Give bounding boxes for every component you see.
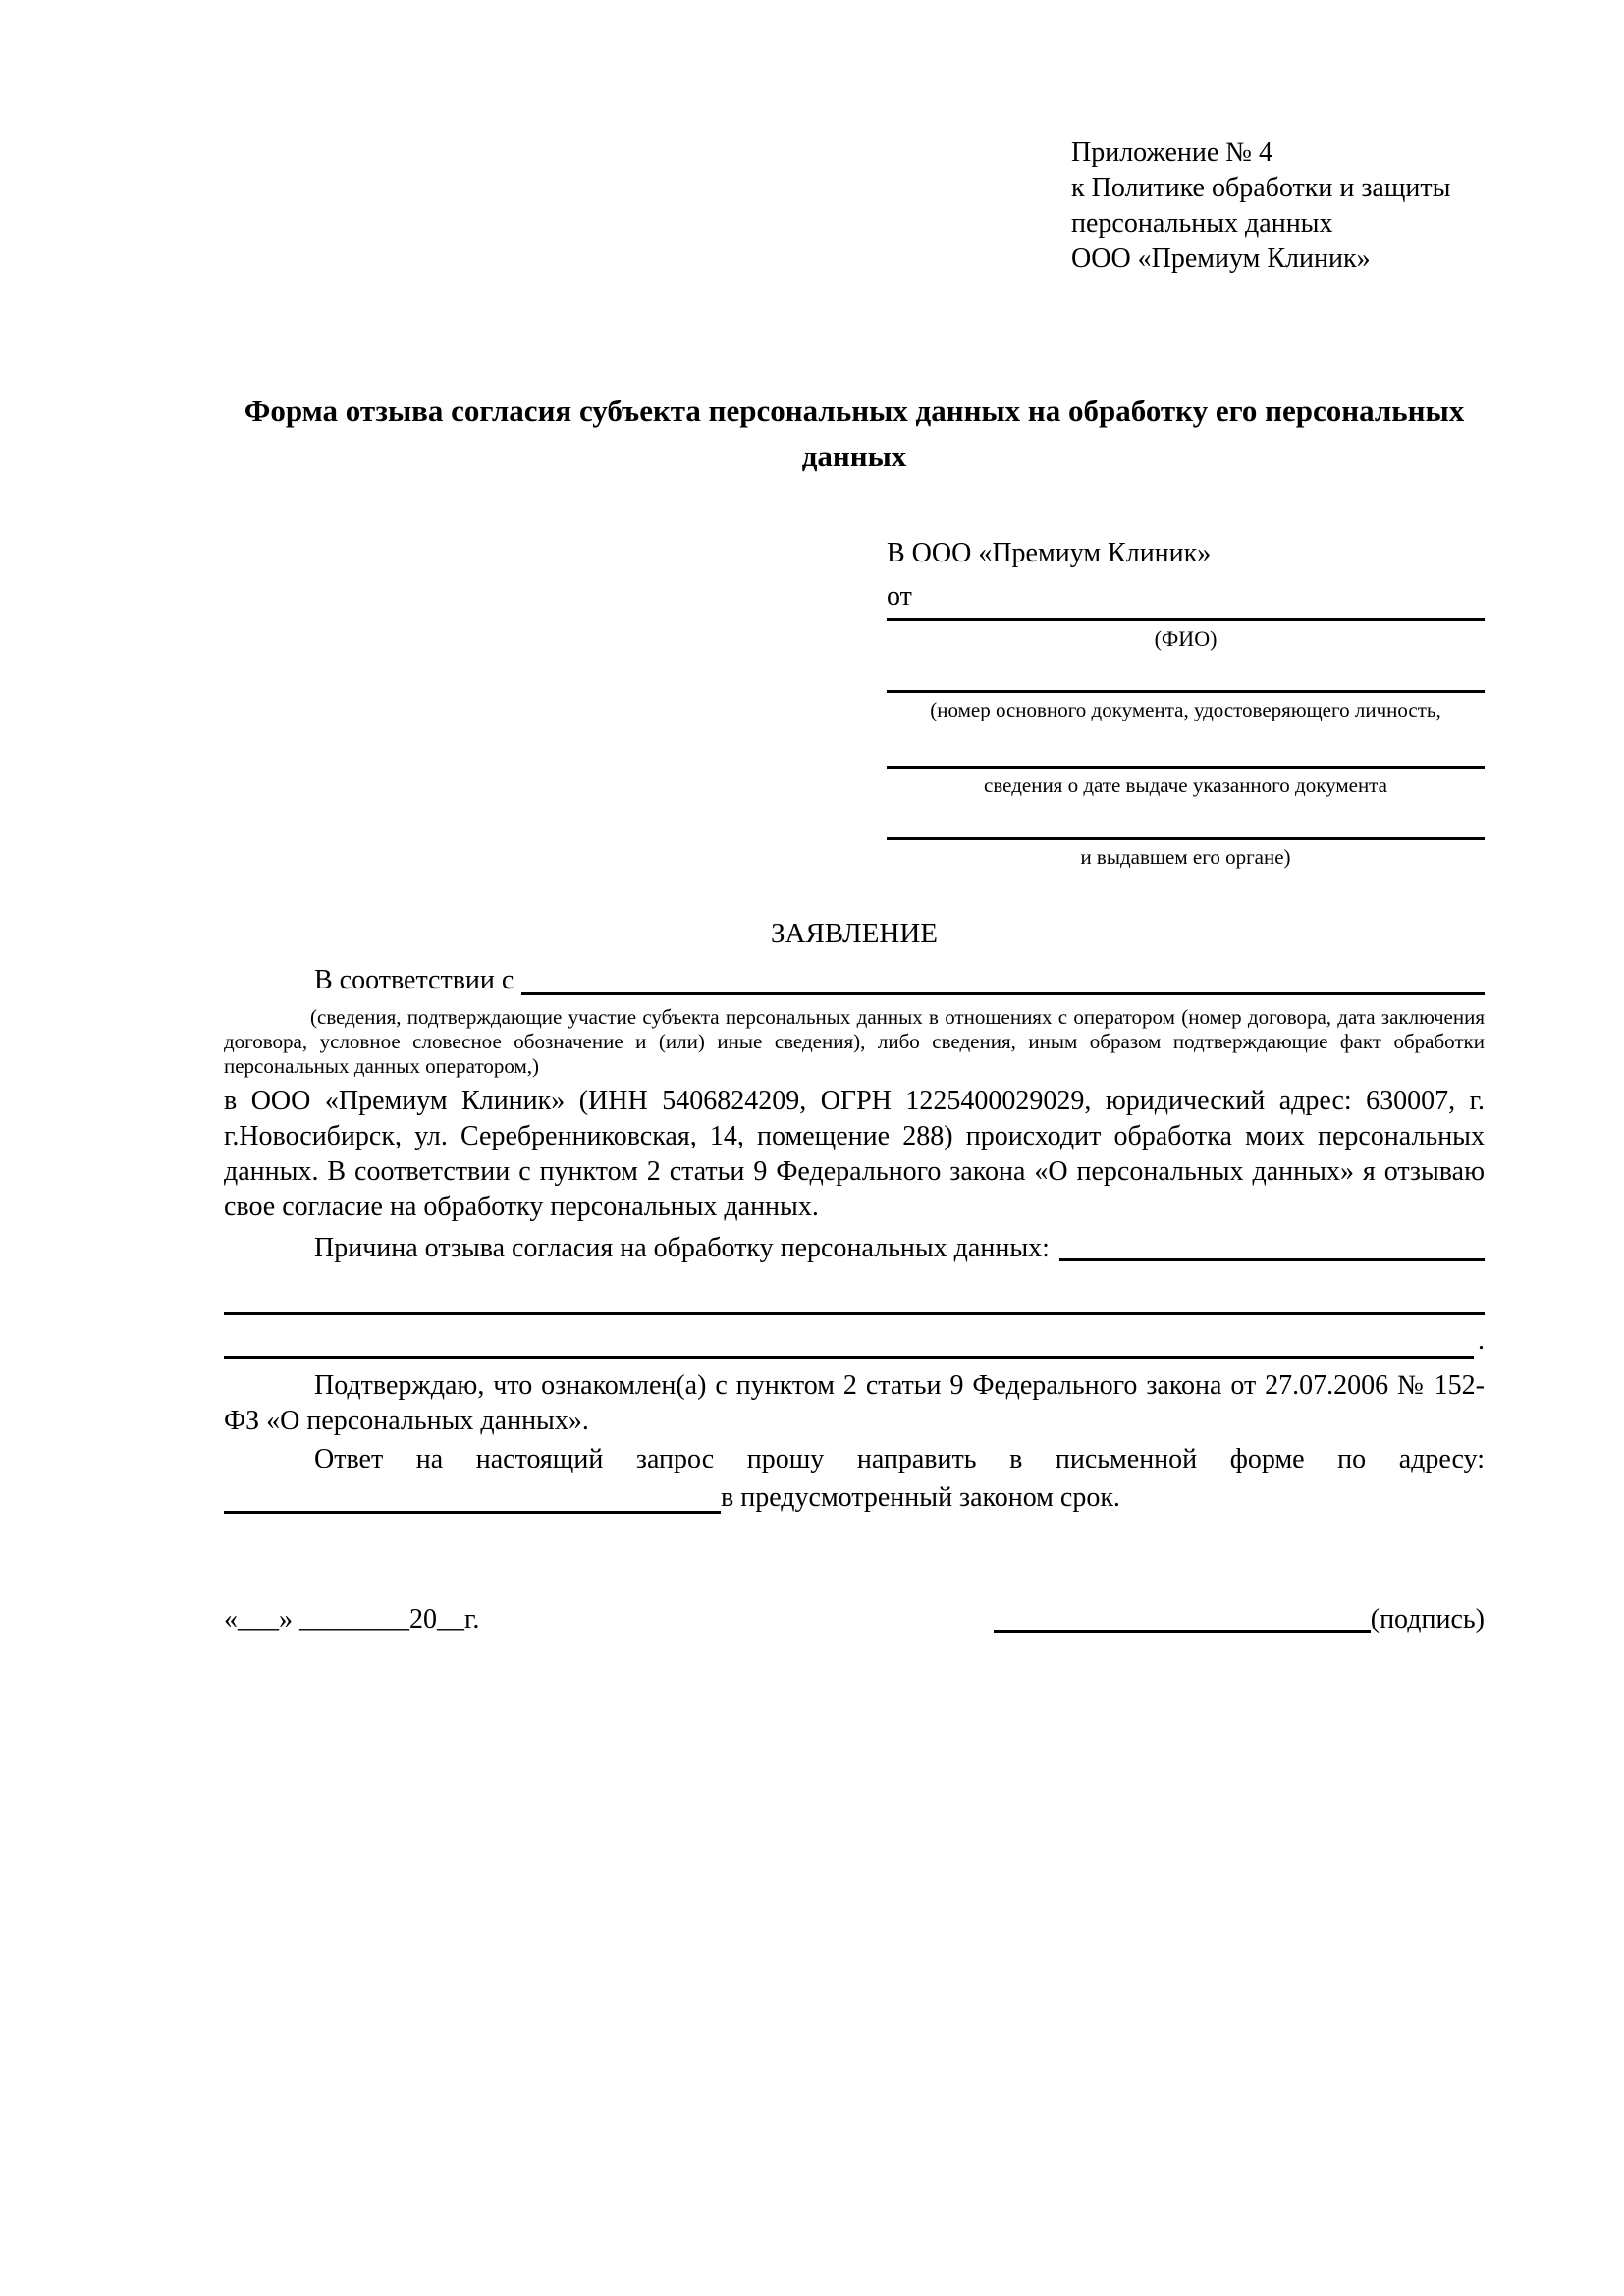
reply-address-row <box>224 1477 1485 1519</box>
confirmation-paragraph: Подтверждаю, что ознакомлен(а) с пунктом 2 статьи 9 Федерального закона от 27.07.2006 № 152-ФЗ «О персональных данных». <box>224 1370 1485 1436</box>
intro-blank-line <box>521 992 1485 995</box>
appendix-line-4: ООО «Премиум Клиник» <box>1071 243 1371 274</box>
signature-area <box>994 1599 1485 1640</box>
appendix-block <box>1071 135 1485 277</box>
intro-row <box>224 960 1485 1001</box>
doc-issuer-field-label: и выдавшем его органе) <box>1080 845 1291 869</box>
date-signature-row <box>224 1599 1485 1640</box>
doc-issue-date-field-line <box>887 766 1485 769</box>
intro-footnote: (сведения, подтверждающие участие субъекта персональных данных в отношениях с оператором (номер договора, дата заключения договора, условное словесное обозначение и (или) иные сведения), либо сведения, иным образом подтверждающие факт обработки персональных данных оператором,) <box>224 1005 1485 1078</box>
doc-issue-date-field-label: сведения о дате выдаче указанного документа <box>984 774 1387 797</box>
addressee-block <box>887 532 1485 870</box>
date-placeholder: «___» ________20__г. <box>224 1604 480 1634</box>
reason-blank-line-full <box>224 1267 1485 1315</box>
reason-line-period: . <box>1478 1325 1485 1356</box>
appendix-line-2: к Политике обработки и защиты <box>1071 173 1451 203</box>
reason-blank-line-start <box>1059 1258 1485 1261</box>
intro-text: В соответствии с <box>314 965 514 995</box>
reply-tail-text: в предусмотренный законом срок. <box>721 1482 1120 1513</box>
addressee-from: от <box>887 581 912 612</box>
statement-heading: ЗАЯВЛЕНИЕ <box>770 918 939 949</box>
fio-field-line <box>887 618 1485 621</box>
signature-blank-line <box>994 1630 1371 1633</box>
reply-request-line: Ответ на настоящий запрос прошу направить в письменной форме по адресу: <box>314 1444 1485 1474</box>
appendix-line-3: персональных данных <box>1071 208 1333 239</box>
document-title: Форма отзыва согласия субъекта персональных данных на обработку его персональных данных <box>244 394 1465 473</box>
reply-address-blank-line <box>224 1511 721 1514</box>
reason-blank-line-last <box>224 1315 1485 1362</box>
doc-issuer-field-line <box>887 837 1485 840</box>
signature-label: (подпись) <box>1370 1604 1485 1634</box>
doc-number-field-line <box>887 690 1485 693</box>
reason-label: Причина отзыва согласия на обработку персональных данных: <box>314 1233 1050 1263</box>
doc-number-field-label: (номер основного документа, удостоверяющего личность, <box>930 698 1441 721</box>
reason-blank-line-last-rule <box>224 1356 1474 1359</box>
addressee-to: В ООО «Премиум Клиник» <box>887 538 1212 568</box>
statement-body: в ООО «Премиум Клиник» (ИНН 5406824209, ОГРН 1225400029029, юридический адрес: 630007, г. г.Новосибирск, ул. Серебренниковская, 14, помещение 288) происходит обработка моих персональных данных. В соответствии с пунктом 2 статьи 9 Федерального закона «О персональных данных» я отзываю свое согласие на обработку персональных данных. <box>224 1086 1485 1222</box>
reason-row <box>224 1230 1485 1267</box>
appendix-line-1: Приложение № 4 <box>1071 137 1272 168</box>
fio-field-label: (ФИО) <box>1154 626 1218 651</box>
